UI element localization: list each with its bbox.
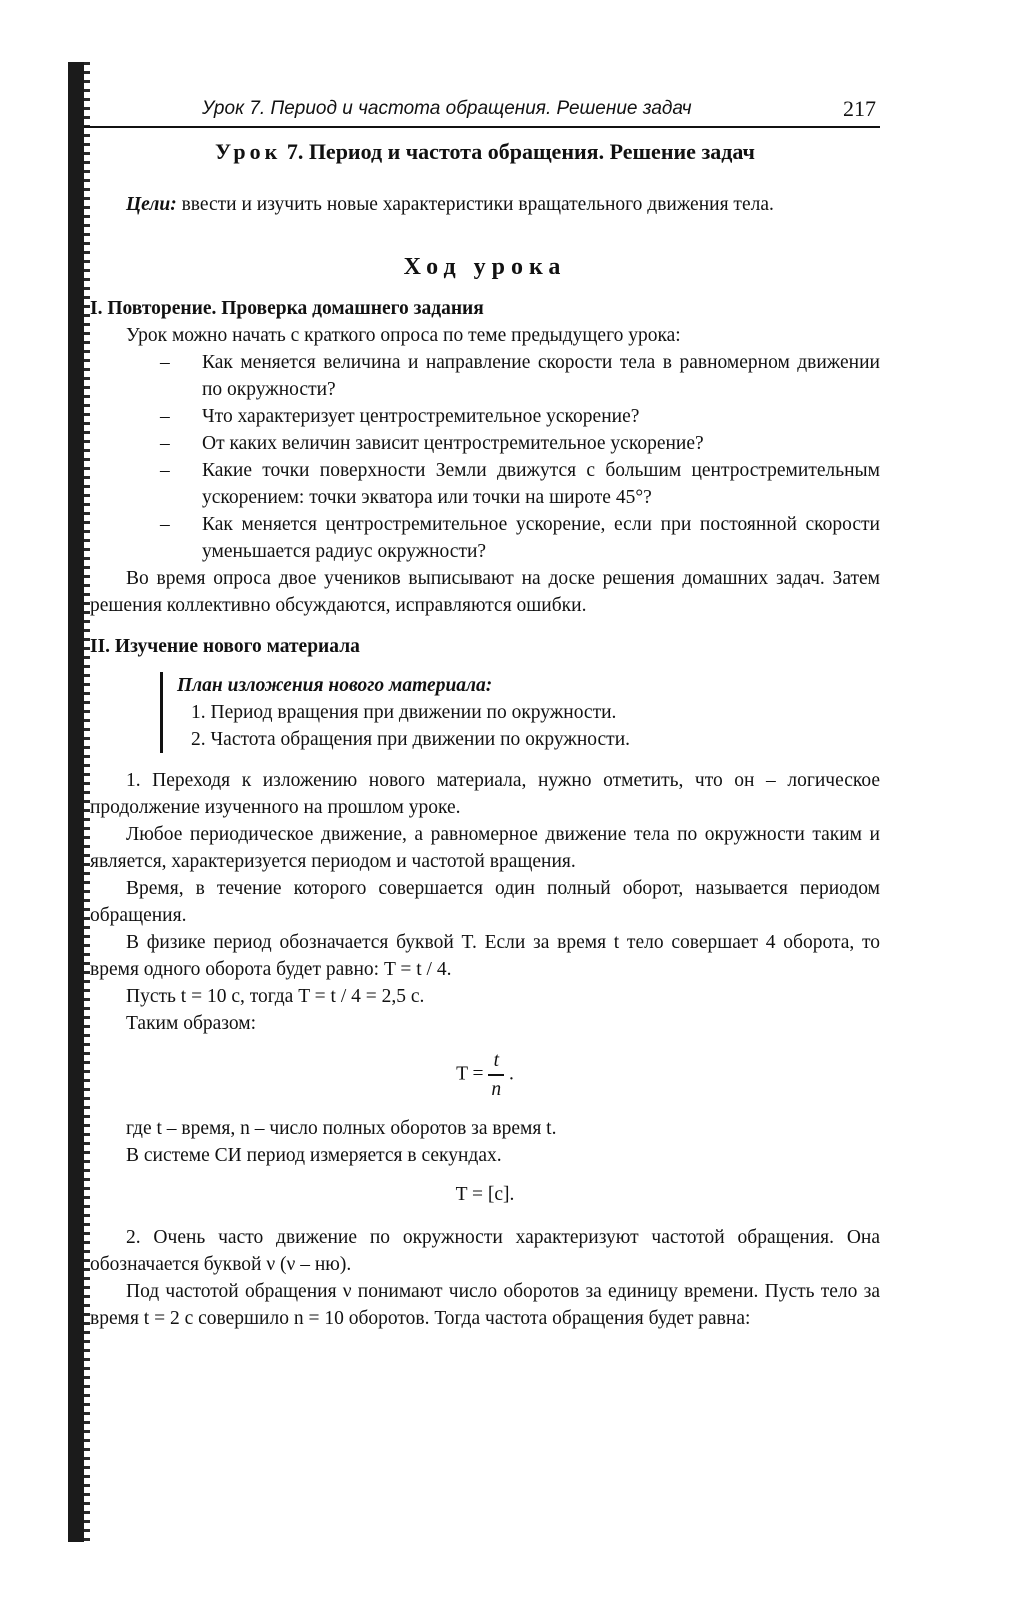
question-item: – От каких величин зависит центростремительное ускорение?	[160, 433, 704, 454]
paragraph: Пусть t = 10 с, тогда T = t / 4 = 2,5 с.	[126, 986, 425, 1007]
lesson-title-word: Урок	[215, 139, 282, 164]
paragraph: Таким образом:	[126, 1013, 257, 1034]
question-item: – Что характеризует центростремительное ускорение?	[160, 406, 640, 427]
section-1-heading: I. Повторение. Проверка домашнего задания	[90, 298, 484, 319]
question-item: – Как меняется величина и направление скорости тела в равномерном движении по окружности?	[160, 352, 880, 400]
unit-formula: T = [с].	[455, 1184, 515, 1205]
book-spine-shadow	[68, 62, 84, 1542]
plan-box	[160, 672, 880, 753]
goal-text: ввести и изучить новые характеристики вращательного движения тела.	[181, 194, 774, 215]
plan-heading: План изложения нового материала:	[177, 675, 493, 696]
section-2-heading: II. Изучение нового материала	[90, 636, 360, 657]
section-1-after: Во время опроса двое учеников выписывают на доске решения домашних задач. Затем решения коллективно обсуждаются, исправляются ошибки.	[90, 568, 880, 616]
plan-item: 1. Период вращения при движении по окружности.	[191, 702, 617, 723]
paragraph: Время, в течение которого совершается один полный оборот, называется периодом обращения.	[90, 878, 880, 926]
formula-lhs: T =	[456, 1063, 484, 1085]
formula-fraction	[488, 1047, 504, 1103]
lesson-title-rest: 7. Период и частота обращения. Решение задач	[286, 139, 755, 164]
lesson-title	[90, 138, 880, 165]
goal-label: Цели:	[126, 194, 177, 215]
page-content	[90, 134, 880, 1332]
paragraph: В системе СИ период измеряется в секундах.	[126, 1145, 502, 1166]
lesson-goal	[90, 191, 880, 218]
running-title: Урок 7. Период и частота обращения. Решение задач	[202, 98, 692, 119]
formula-numerator: t	[488, 1047, 504, 1076]
question-list	[90, 349, 880, 565]
plan-item: 2. Частота обращения при движении по окружности.	[191, 729, 631, 750]
paragraph: Любое периодическое движение, а равномерное движение тела по окружности таким и является, характеризуется периодом и частотой вращения.	[90, 824, 880, 872]
paragraph: где t – время, n – число полных оборотов за время t.	[126, 1118, 557, 1139]
running-header	[84, 96, 880, 128]
formula-end: .	[509, 1063, 514, 1085]
lesson-heading: Ход урока	[403, 254, 567, 280]
paragraph: В физике период обозначается буквой T. Если за время t тело совершает 4 оборота, то время одного оборота будет равно: T = t / 4.	[90, 932, 880, 980]
page-number: 217	[843, 96, 876, 121]
period-formula	[90, 1047, 880, 1103]
question-item: – Как меняется центростремительное ускорение, если при постоянной скорости уменьшается радиус окружности?	[160, 514, 880, 562]
question-item: – Какие точки поверхности Земли движутся с большим центростремительным ускорением: точки экватора или точки на широте 45°?	[160, 460, 880, 508]
paragraph: Под частотой обращения ν понимают число оборотов за единицу времени. Пусть тело за время t = 2 с совершило n = 10 оборотов. Тогда частота обращения будет равна:	[90, 1281, 880, 1329]
section-1-intro: Урок можно начать с краткого опроса по теме предыдущего урока:	[126, 325, 681, 346]
paragraph: 2. Очень часто движение по окружности характеризуют частотой обращения. Она обозначается буквой ν (ν – ню).	[90, 1227, 880, 1275]
formula-denominator: n	[491, 1079, 502, 1100]
paragraph: 1. Переходя к изложению нового материала, нужно отметить, что он – логическое продолжение изученного на прошлом уроке.	[90, 770, 880, 818]
